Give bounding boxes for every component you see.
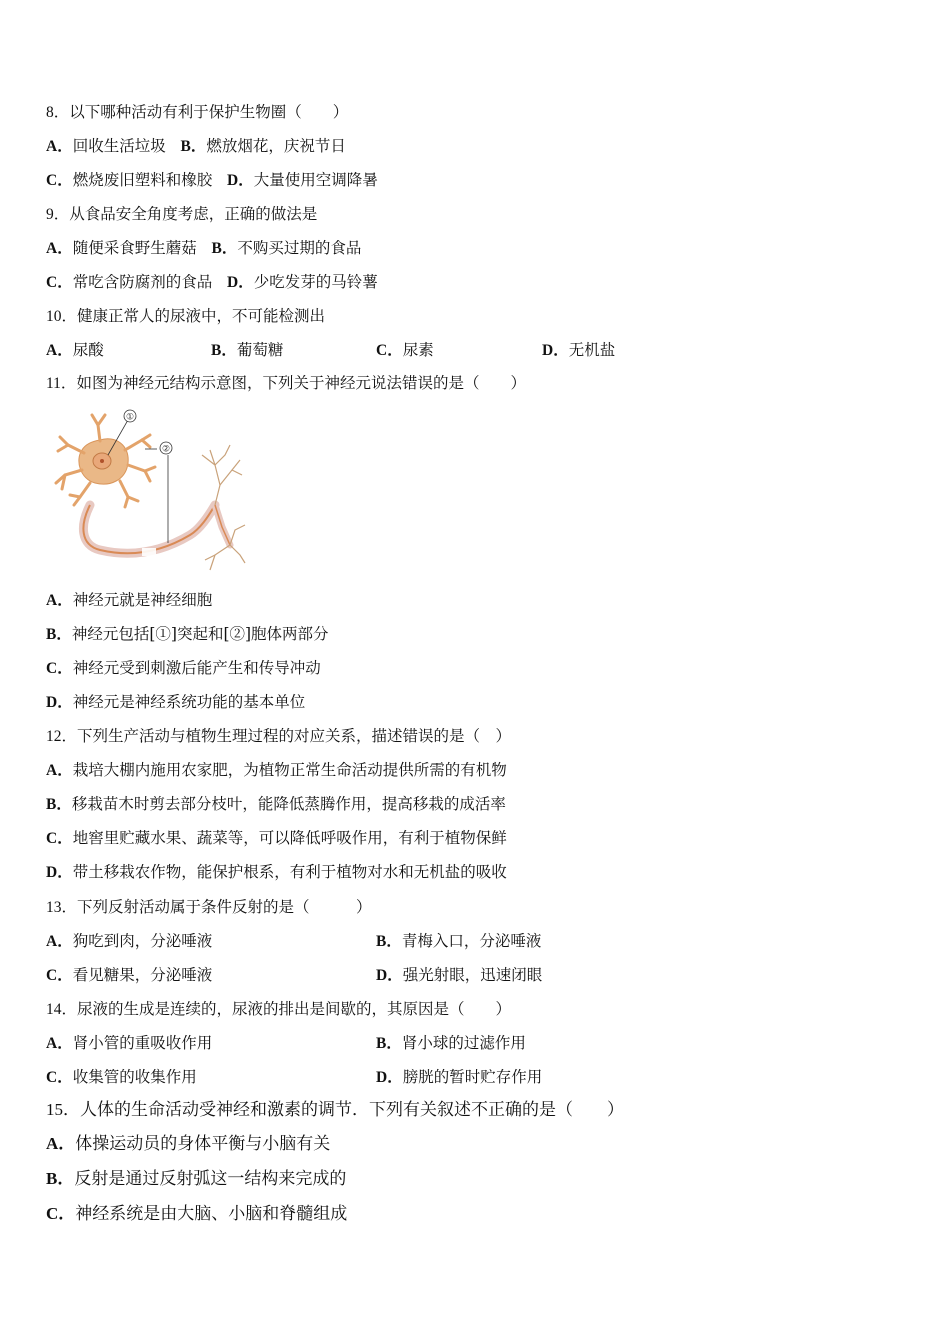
option-label: B． — [46, 796, 72, 813]
question-12-option-d — [46, 862, 507, 883]
option-text: 地窖里贮藏水果、蔬菜等，可以降低呼吸作用，有利于植物保鲜 — [72, 829, 507, 847]
question-14-option-b: B．肾小球的过滤作用 — [376, 1034, 526, 1052]
question-14-option-a: A．肾小管的重吸收作用 — [46, 1034, 213, 1052]
question-11-option-d — [46, 692, 305, 713]
option-label: A． — [46, 1134, 76, 1153]
question-12-stem — [46, 726, 511, 747]
question-9-options-row-1 — [46, 238, 361, 259]
option-text: 随便采食野生蘑菇 — [72, 239, 197, 257]
question-8-options-row-2 — [46, 170, 378, 191]
question-number: 11． — [46, 375, 77, 392]
option-text: 少吃发芽的马铃薯 — [253, 273, 378, 291]
question-10-stem — [46, 306, 325, 327]
question-10-option-d: D．无机盐 — [542, 341, 616, 359]
question-14-option-d: D．膀胱的暂时贮存作用 — [376, 1068, 543, 1086]
question-number: 12． — [46, 728, 78, 745]
option-text: 带土移栽农作物，能保护根系，有利于植物对水和无机盐的吸收 — [72, 863, 507, 881]
question-12-option-b — [46, 794, 506, 815]
question-13-option-a: A．狗吃到肉，分泌唾液 — [46, 932, 213, 950]
option-text: 体操运动员的身体平衡与小脑有关 — [75, 1134, 331, 1154]
option-label: C． — [46, 1204, 76, 1223]
option-label: A． — [46, 240, 73, 257]
question-text: 尿液的生成是连续的，尿液的排出是间歇的，其原因是（ ） — [77, 1000, 512, 1018]
svg-text:②: ② — [161, 444, 171, 455]
question-text: 健康正常人的尿液中，不可能检测出 — [77, 307, 326, 325]
question-number: 10． — [46, 308, 78, 325]
svg-text:①: ① — [125, 412, 135, 423]
option-label: C． — [46, 660, 73, 677]
question-text: 下列生产活动与植物生理过程的对应关系，描述错误的是（ ） — [77, 727, 512, 745]
question-15-stem — [46, 1100, 624, 1120]
option-label: A． — [46, 592, 73, 609]
option-label: D． — [227, 172, 254, 189]
question-13-option-b: B．青梅入口，分泌唾液 — [376, 932, 542, 950]
question-number: 13． — [46, 899, 78, 916]
option-text: 燃放烟花，庆祝节日 — [206, 137, 346, 155]
option-text: 移栽苗木时剪去部分枝叶，能降低蒸腾作用，提高移栽的成活率 — [71, 795, 506, 813]
option-label: C． — [46, 274, 73, 291]
question-11-option-b — [46, 624, 329, 645]
question-10-option-b: B．葡萄糖 — [211, 341, 284, 359]
question-11-stem — [46, 373, 526, 394]
question-15-option-c — [46, 1204, 347, 1224]
option-text: 燃烧废旧塑料和橡胶 — [72, 171, 213, 189]
question-text: 人体的生命活动受神经和激素的调节．下列有关叙述不正确的是（ ） — [80, 1100, 624, 1120]
neuron-illustration-icon — [50, 405, 250, 575]
option-label: B． — [211, 240, 238, 257]
option-label: A． — [46, 138, 73, 155]
question-text: 以下哪种活动有利于保护生物圈（ ） — [69, 103, 349, 121]
question-15-option-a — [46, 1134, 330, 1154]
question-13-option-d: D．强光射眼，迅速闭眼 — [376, 966, 543, 984]
option-text: 神经元受到刺激后能产生和传导冲动 — [72, 659, 321, 677]
option-text: 大量使用空调降暑 — [253, 171, 378, 189]
question-number: 8． — [46, 104, 70, 121]
option-label: D． — [227, 274, 254, 291]
question-9-options-row-2 — [46, 272, 378, 293]
option-text: 栽培大棚内施用农家肥，为植物正常生命活动提供所需的有机物 — [72, 761, 507, 779]
question-number: 15． — [46, 1100, 80, 1119]
option-label: D． — [46, 694, 73, 711]
question-15-option-b — [46, 1169, 346, 1189]
option-label: D． — [46, 864, 73, 881]
question-9-stem — [46, 204, 317, 225]
question-12-option-a — [46, 760, 507, 781]
question-13-option-c: C．看见糖果，分泌唾液 — [46, 966, 213, 984]
question-10-option-c: C．尿素 — [376, 341, 434, 359]
option-text: 神经系统是由大脑、小脑和脊髓组成 — [75, 1204, 348, 1224]
question-13-stem — [46, 897, 372, 918]
question-text: 下列反射活动属于条件反射的是（ ） — [77, 898, 372, 916]
neuron-diagram — [50, 405, 250, 575]
option-label: B． — [180, 138, 207, 155]
question-14-stem — [46, 999, 511, 1020]
question-11-option-a — [46, 590, 212, 611]
option-text: 不购买过期的食品 — [237, 239, 362, 257]
question-number: 9． — [46, 206, 70, 223]
question-10-option-a: A．尿酸 — [46, 341, 104, 359]
option-text: 神经元包括[①]突起和[②]胞体两部分 — [71, 625, 329, 643]
option-text: 常吃含防腐剂的食品 — [72, 273, 213, 291]
option-label: A． — [46, 762, 73, 779]
question-text: 从食品安全角度考虑，正确的做法是 — [69, 205, 318, 223]
question-14-option-c: C．收集管的收集作用 — [46, 1068, 197, 1086]
question-12-option-c — [46, 828, 507, 849]
question-8-stem — [46, 102, 348, 123]
option-text: 神经元是神经系统功能的基本单位 — [72, 693, 306, 711]
question-11-option-c — [46, 658, 321, 679]
option-label: C． — [46, 830, 73, 847]
option-text: 反射是通过反射弧这一结构来完成的 — [74, 1169, 347, 1189]
question-text: 如图为神经元结构示意图，下列关于神经元说法错误的是（ ） — [76, 374, 526, 392]
question-8-options-row-1 — [46, 136, 346, 157]
option-label: C． — [46, 172, 73, 189]
option-label: B． — [46, 1169, 75, 1188]
option-label: B． — [46, 626, 72, 643]
option-text: 回收生活垃圾 — [72, 137, 166, 155]
question-number: 14． — [46, 1001, 78, 1018]
option-text: 神经元就是神经细胞 — [72, 591, 213, 609]
